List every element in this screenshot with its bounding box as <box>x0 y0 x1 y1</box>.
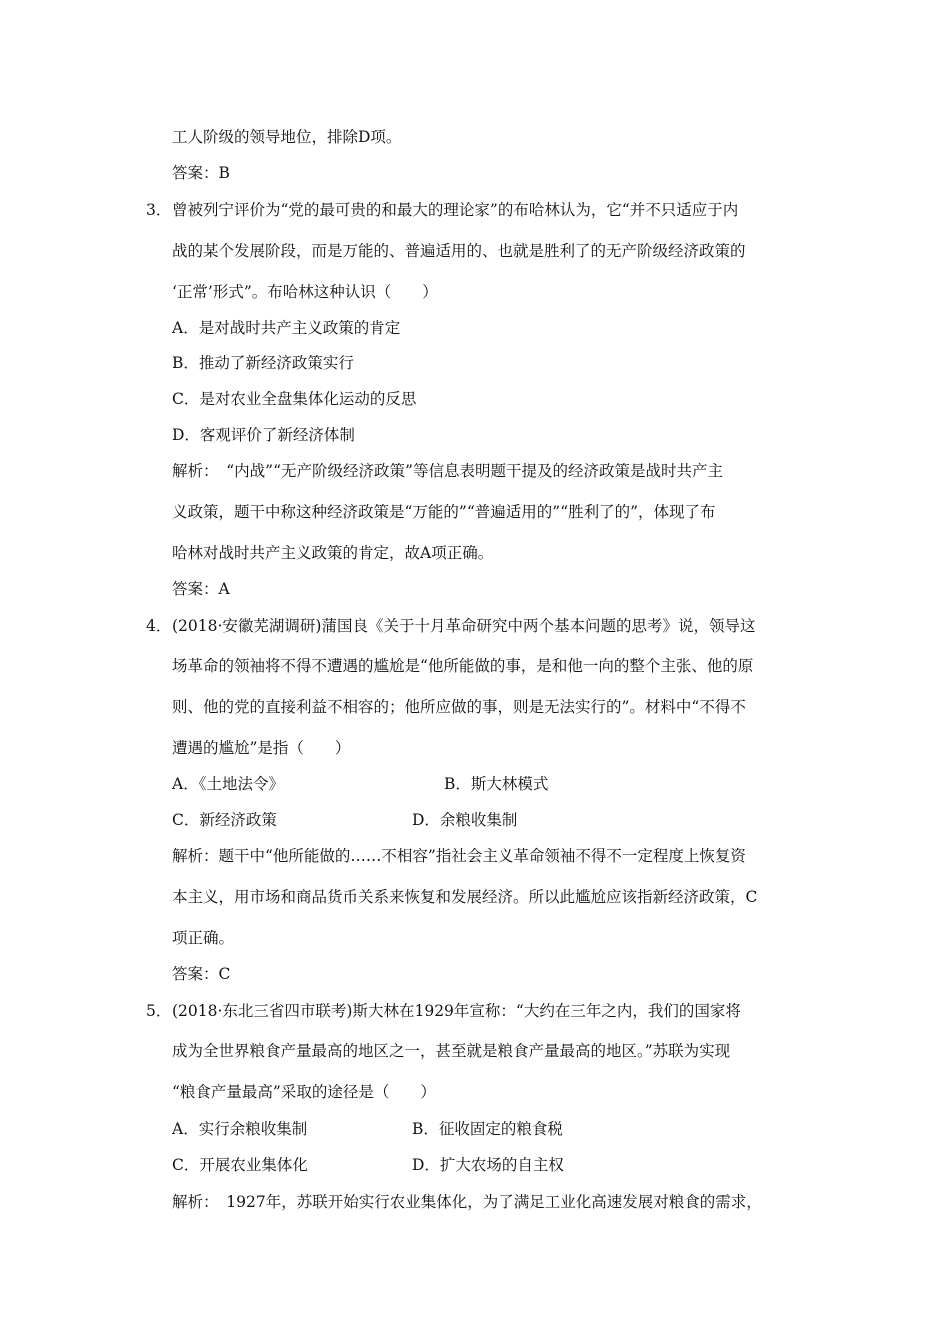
q3-analysis-line-1: 解析： “内战”“无产阶级经济政策”等信息表明题干提及的经济政策是战时共产主 <box>172 462 723 480</box>
q4-analysis-line-3: 项正确。 <box>172 929 235 947</box>
q4-option-c: C．新经济政策 <box>172 811 277 829</box>
answer-q3: 答案：A <box>172 580 230 598</box>
q5-stem-line-3: “粮食产量最高”采取的途径是（ ） <box>172 1083 436 1101</box>
q4-stem-line-4: 遭遇的尴尬”是指（ ） <box>172 739 351 757</box>
q3-option-c: C．是对农业全盘集体化运动的反思 <box>172 390 417 408</box>
q5-option-d: D．扩大农场的自主权 <box>412 1156 564 1174</box>
q5-analysis-line-1: 解析： 1927年，苏联开始实行农业集体化，为了满足工业化高速发展对粮食的需求， <box>172 1193 762 1211</box>
question-number-3: 3． <box>146 201 172 219</box>
q4-stem-line-3: 则、他的党的直接利益不相容的；他所应做的事，则是无法实行的”。材料中“不得不 <box>172 698 746 716</box>
q3-stem-line-3: ‘正常’形式”。布哈林这种认识（ ） <box>172 283 438 301</box>
q4-option-d: D．余粮收集制 <box>412 811 518 829</box>
q4-analysis-line-1: 解析：题干中“他所能做的……不相容”指社会主义革命领袖不得不一定程度上恢复资 <box>172 847 746 865</box>
analysis-continuation: 工人阶级的领导地位，排除D项。 <box>172 128 402 146</box>
q5-option-c: C．开展农业集体化 <box>172 1156 308 1174</box>
answer-q2: 答案：B <box>172 164 230 182</box>
q3-option-d: D．客观评价了新经济体制 <box>172 426 355 444</box>
answer-q4: 答案：C <box>172 965 231 983</box>
q5-option-b: B．征收固定的粮食税 <box>412 1120 563 1138</box>
question-number-4: 4． <box>146 617 172 635</box>
question-number-5: 5． <box>146 1002 172 1020</box>
q4-option-a: A．《土地法令》 <box>172 775 284 793</box>
q5-option-a: A．实行余粮收集制 <box>172 1120 308 1138</box>
q5-stem-line-1: (2018·东北三省四市联考)斯大林在1929年宣称：“大约在三年之内，我们的国家将 <box>172 1002 741 1020</box>
q3-analysis-line-3: 哈林对战时共产主义政策的肯定，故A项正确。 <box>172 544 494 562</box>
q3-option-b: B．推动了新经济政策实行 <box>172 354 354 372</box>
q3-option-a: A．是对战时共产主义政策的肯定 <box>172 319 401 337</box>
q3-analysis-line-2: 义政策，题干中称这种经济政策是“万能的”“普遍适用的”“胜利了的”，体现了布 <box>172 503 716 521</box>
q3-stem-line-2: 战的某个发展阶段，而是万能的、普遍适用的、也就是胜利了的无产阶级经济政策的 <box>172 242 746 260</box>
q4-stem-line-2: 场革命的领袖将不得不遭遇的尴尬是“他所能做的事，是和他一向的整个主张、他的原 <box>172 657 754 675</box>
q4-stem-line-1: (2018·安徽芜湖调研)蒲国良《关于十月革命研究中两个基本问题的思考》说，领导这 <box>172 617 756 635</box>
q4-option-b: B．斯大林模式 <box>444 775 549 793</box>
q5-stem-line-2: 成为全世界粮食产量最高的地区之一，甚至就是粮食产量最高的地区。”苏联为实现 <box>172 1042 731 1060</box>
q4-analysis-line-2: 本主义，用市场和商品货币关系来恢复和发展经济。所以此尴尬应该指新经济政策，C <box>172 888 758 906</box>
q3-stem-line-1: 曾被列宁评价为“党的最可贵的和最大的理论家”的布哈林认为，它“并不只适应于内 <box>172 201 739 219</box>
